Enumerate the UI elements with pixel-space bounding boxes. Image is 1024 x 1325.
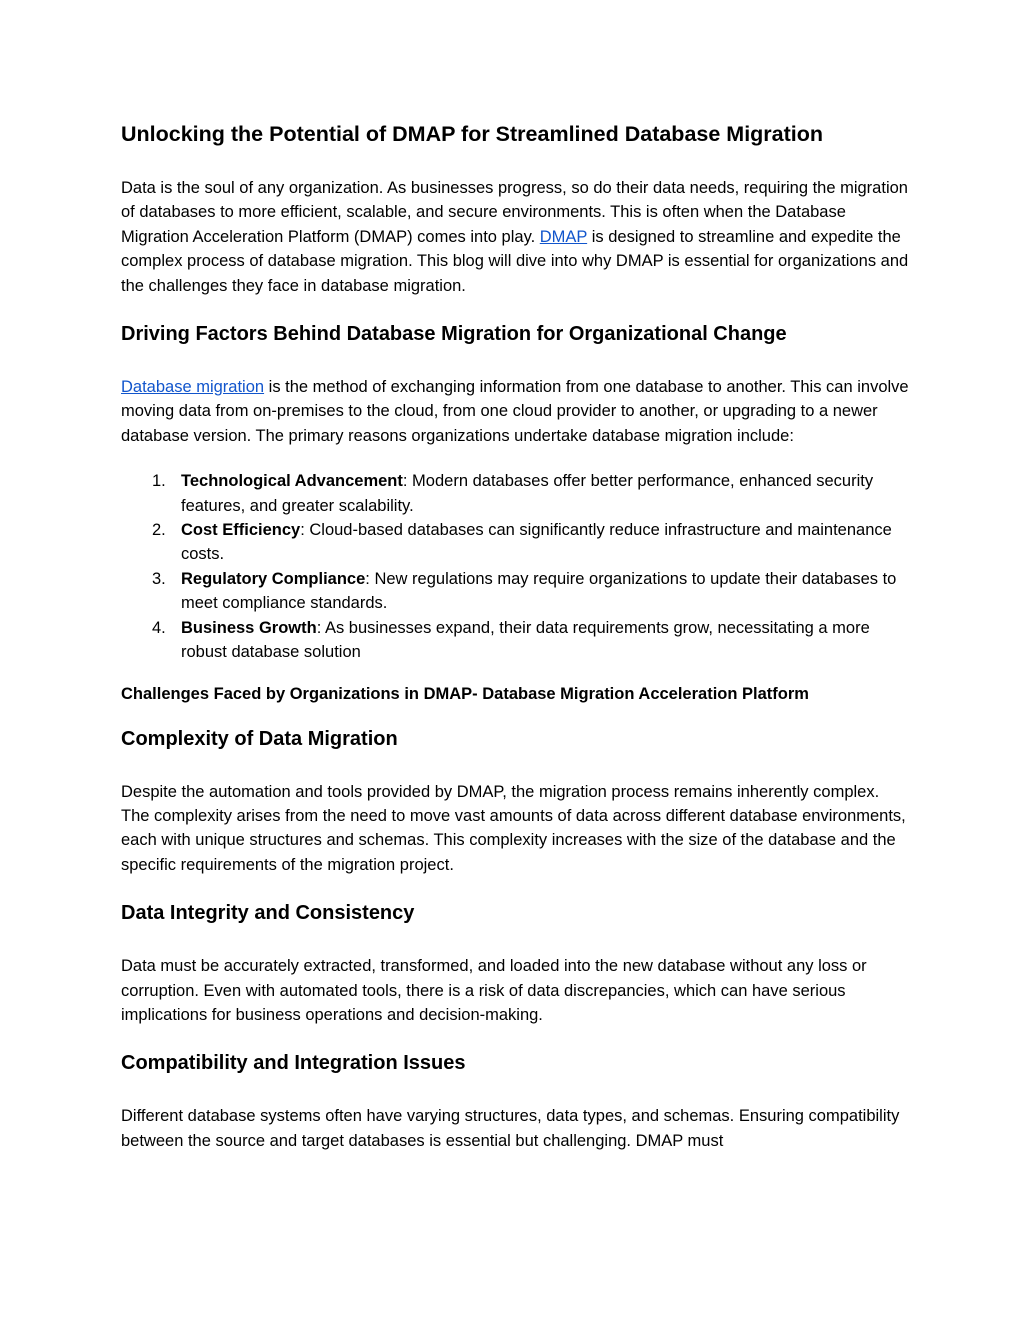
driving-factors-heading: Driving Factors Behind Database Migration for Organizational Change	[121, 323, 787, 346]
list-item	[121, 469, 911, 518]
reasons-list	[121, 469, 911, 664]
list-item-text: : Cloud-based databases can significantly reduce infrastructure and maintenance costs.	[181, 521, 892, 564]
database-migration-text: is the method of exchanging information from one database to another. This can involve moving data from on-premises to the cloud, from one cloud provider to another, or upgrading to a newer database version. The primary reasons organizations undertake database migration include:	[121, 378, 909, 445]
list-item-term: Regulatory Compliance	[181, 569, 366, 588]
list-item-number: 2.	[152, 521, 166, 540]
integrity-heading: Data Integrity and Consistency	[121, 902, 415, 925]
list-item-term: Technological Advancement	[181, 472, 403, 491]
intro-paragraph	[121, 176, 911, 298]
list-item	[121, 518, 911, 567]
dmap-link[interactable]: DMAP	[539, 227, 588, 246]
intro-text-after-link: is designed to streamline and expedite the complex process of database migration. This blog will dive into why DMAP is essential for organizations and the challenges they face in database migration.	[121, 227, 909, 295]
list-item-term: Cost Efficiency	[181, 521, 301, 540]
compatibility-paragraph: Different database systems often have varying structures, data types, and schemas. Ensuring compatibility between the source and target databases is essential but challenging. DMAP must	[121, 1107, 900, 1150]
database-migration-paragraph	[121, 375, 911, 448]
integrity-paragraph: Data must be accurately extracted, transformed, and loaded into the new database without any loss or corruption. Even with automated tools, there is a risk of data discrepancies, which can have serious implications for business operations and decision-making.	[121, 957, 867, 1024]
challenges-heading: Challenges Faced by Organizations in DMAP- Database Migration Acceleration Platform	[121, 684, 809, 703]
list-item-text: : Modern databases offer better performance, enhanced security features, and greater scalability.	[181, 472, 874, 515]
compatibility-heading: Compatibility and Integration Issues	[121, 1052, 466, 1075]
document-page	[121, 118, 911, 1174]
list-item-text: : As businesses expand, their data requirements grow, necessitating a more robust database solution	[181, 618, 870, 662]
list-item-number: 4.	[152, 618, 166, 637]
list-item-text: : New regulations may require organizations to update their databases to meet compliance standards.	[181, 569, 897, 613]
intro-text-before-link: Data is the soul of any organization. As businesses progress, so do their data needs, requiring the migration of databases to more efficient, scalable, and secure environments. This is often when the Database Migration Acceleration Platform (DMAP) comes into play.	[121, 179, 908, 246]
page-title: Unlocking the Potential of DMAP for Streamlined Database Migration	[121, 122, 824, 146]
list-item	[121, 616, 911, 665]
list-item-term: Business Growth	[181, 618, 317, 637]
complexity-paragraph: Despite the automation and tools provided by DMAP, the migration process remains inherently complex. The complexity arises from the need to move vast amounts of data across different database environments, each with unique structures and schemas. This complexity increases with the size of the database and the specific requirements of the migration project.	[121, 782, 906, 874]
database-migration-link[interactable]: Database migration	[121, 378, 265, 397]
complexity-heading: Complexity of Data Migration	[121, 727, 398, 750]
list-item	[121, 567, 911, 616]
list-item-number: 3.	[152, 569, 166, 588]
list-item-number: 1.	[152, 472, 166, 491]
